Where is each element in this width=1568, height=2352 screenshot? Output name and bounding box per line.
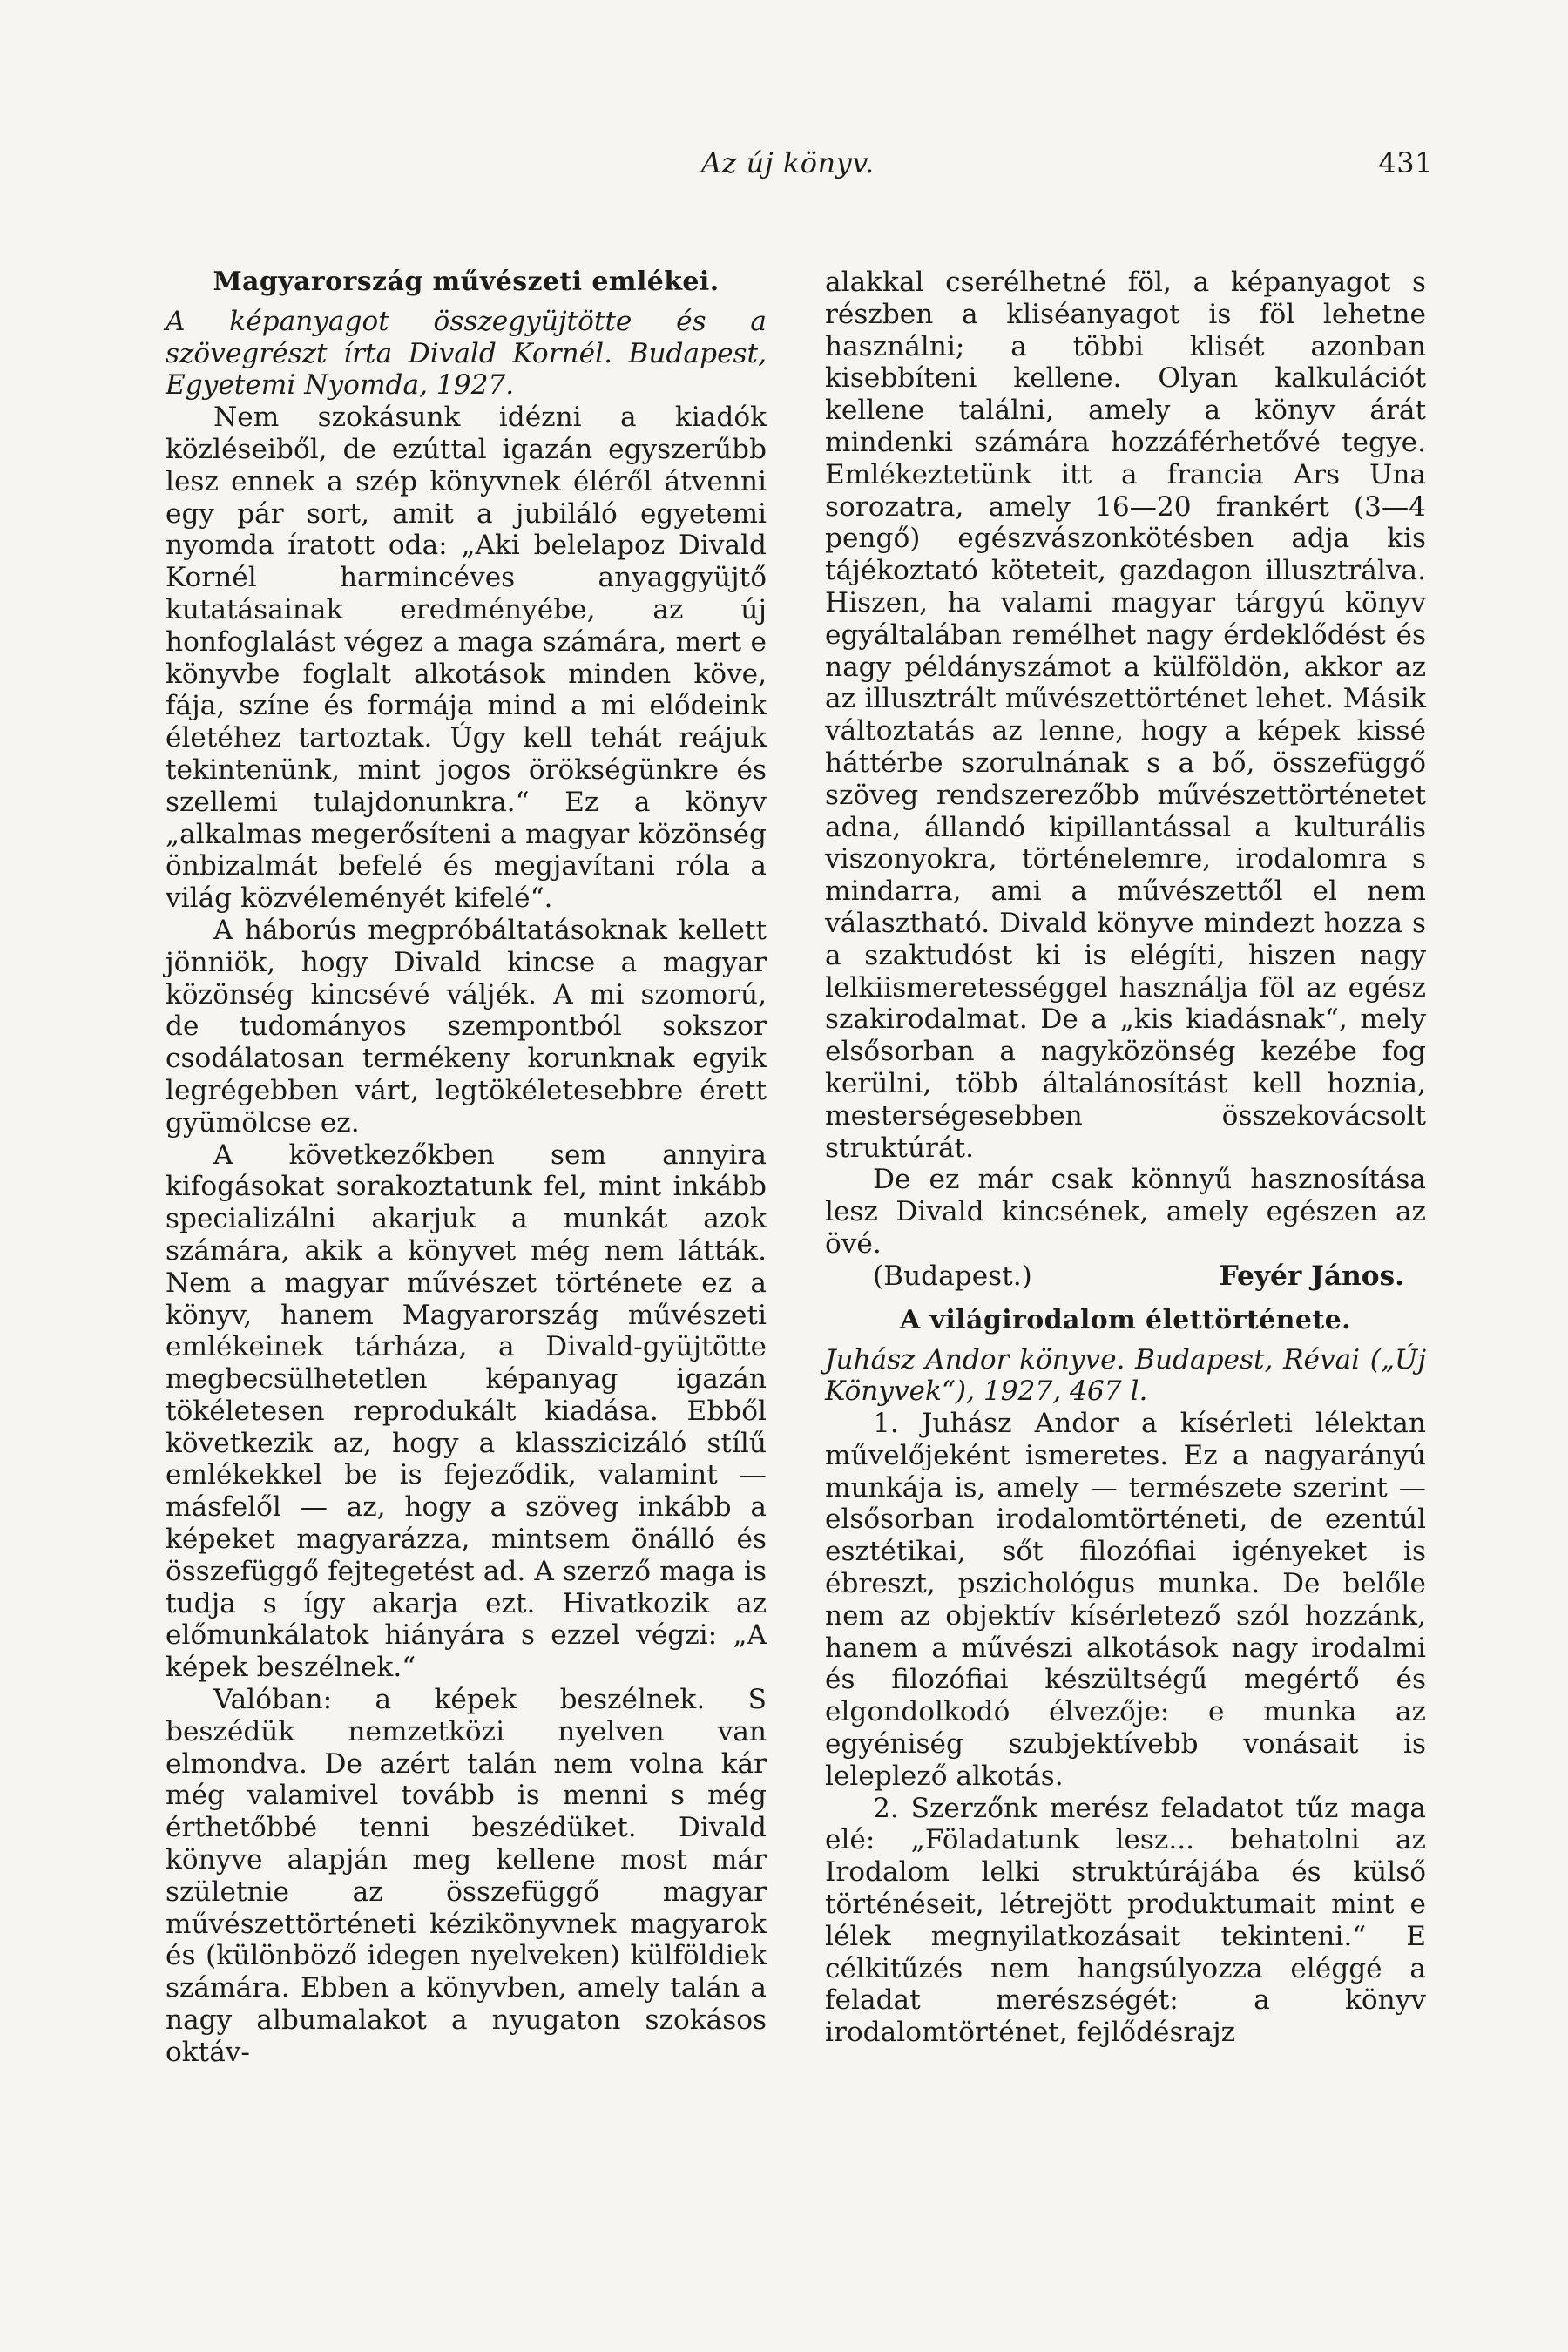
right-column — [825, 267, 1426, 2049]
review-paragraph: A következőkben sem annyira kifogásokat sorakoztatunk fel, mint inkább specializálni akarjuk a munkát azok számára, akik a könyvet még nem látták. Nem a magyar művészet története ez a könyv, hanem Magyarország művészeti emlékeinek tárháza, a Divald-gyüjtötte megbecsülhetetlen képanyag igazán tökéletesen reprodukált kiadása. Ebből következik az, hogy a klasszicizáló stílű emlékekkel be is fejeződik, valamint — másfelől — az, hogy a szöveg inkább a képeket magyarázza, mintsem önálló és összefüggő fejtegetést ad. A szerző maga is tudja s így akarja ezt. Hivatkozik az előmunkálatok hiányára s ezzel végzi: „A képek beszélnek.“ — [166, 1139, 767, 1684]
review-paragraph: alakkal cserélhetné föl, a képanyagot s részben a kliséanyagot is föl lehetne használni; a többi klisét azonban kisebbíteni kellene. Olyan kalkulációt kellene találni, amely a könyv árát mindenki számára hozzáférhetővé tegye. Emlékeztetünk itt a francia Ars Una sorozatra, amely 16—20 frankért (3—4 pengő) egészvászonkötésben adja kis tájékoztató köteteit, gazdagon illusztrálva. Hiszen, ha valami magyar tárgyú könyv egyáltalában remélhet nagy érdeklődést és nagy példányszámot a külföldön, akkor az az illusztrált művészettörténet lehet. Másik változtatás az lenne, hogy a képek kissé háttérbe szorulnának s a bő, összefüggő szöveg rendszerezőbb művészettörténetet adna, állandó kipillantással a kulturális viszonyokra, történelemre, irodalomra s mindarra, ami a művészettől el nem választható. Divald könyve mindezt hozza s a szaktudóst ki is elégíti, hiszen nagy lelkiismeretességgel használja föl az egész szakirodalmat. De a „kis kiadásnak“, mely elsősorban a nagyközönség kezébe fog kerülni, több általánosítást kell hoznia, mesterségesebben összekovácsolt struktúrát. — [825, 267, 1426, 1164]
review-signature — [825, 1260, 1426, 1293]
review-heading: Magyarország művészeti emlékei. — [213, 267, 720, 297]
review-paragraph: A háborús megpróbáltatásoknak kellett jönniök, hogy Divald kincse a magyar közönség kincsévé váljék. A mi szomorú, de tudományos szempontból sokszor csodálatosan termékeny korunknak egyik legrégebben várt, legtökéletesebbre érett gyümölcse ez. — [166, 914, 767, 1139]
review-paragraph: De ez már csak könnyű hasznosítása lesz Divald kincsének, amely egészen az övé. — [825, 1164, 1426, 1260]
review-paragraph: Nem szokásunk idézni a kiadók közléseiből, de ezúttal igazán egyszerűbb lesz ennek a szép könyvnek éléről átvenni egy pár sort, amit a jubiláló egyetemi nyomda íratott oda: „Aki belelapoz Divald Kornél harmincéves anyaggyüjtő kutatásainak eredményébe, az új honfoglalást végez a maga számára, mert e könyvbe foglalt alkotások minden köve, fája, színe és formája mind a mi elődeink életéhez tartoztak. Úgy kell tehát reájuk tekintenünk, mint jogos örökségünkre és szellemi tulajdonunkra.“ Ez a könyv „alkalmas megerősíteni a magyar közönség önbizalmát befelé és megjavítani róla a világ közvéleményét kifelé“. — [166, 402, 767, 915]
review-paragraph: 2. Szerzőnk merész feladatot tűz maga elé: „Föladatunk lesz... behatolni az Irodalom lelki struktúrájába és külső történéseit, létrejött produktumait mint e lélek megnyilatkozásait tekinteni.“ E célkitűzés nem hangsúlyozza eléggé a feladat merészségét: a könyv irodalomtörténet, fejlődésrajz — [825, 1792, 1426, 2049]
review-heading: A világirodalom élettörténete. — [900, 1304, 1351, 1335]
page-number: 431 — [1378, 146, 1433, 179]
signature-author: Feyér János. — [1219, 1260, 1404, 1292]
review-paragraph: 1. Juhász Andor a kísérleti lélektan művelőjeként ismeretes. Ez a nagyarányú munkája is, amely — természete szerint — elsősorban irodalomtörténeti, de ezentúl esztétikai, sőt filozófiai igényeket is ébreszt, pszichológus munka. De belőle nem az objektív kísérletező szól hozzánk, hanem a művészi alkotások nagy irodalmi és filozófiai készültségű megértő és elgondolkodó élvezője: e munka az egyéniség szubjektívebb vonásait is leleplező alkotás. — [825, 1408, 1426, 1792]
signature-place: (Budapest.) — [873, 1260, 1032, 1292]
book-reference: A képanyagot összegyüjtötte és a szövegrészt írta Divald Kornél. Budapest, Egyetemi Nyomda, 1927. — [166, 305, 767, 402]
review-paragraph: Valóban: a képek beszélnek. S beszédük nemzetközi nyelven van elmondva. De azért talán nem volna kár még valamivel tovább is menni s még érthetőbbé tenni beszédüket. Divald könyve alapján meg kellene most már születnie az összefüggő magyar művészettörténeti kézikönyvnek magyarok és (különböző idegen nyelveken) külföldiek számára. Ebben a könyvben, amely talán a nagy albumalakot a nyugaton szokásos oktáv- — [166, 1684, 767, 2068]
running-head-title: Az új könyv. — [701, 146, 875, 179]
left-column — [166, 267, 767, 2069]
book-reference: Juhász Andor könyve. Budapest, Révai („Új Könyvek“), 1927, 467 l. — [825, 1343, 1426, 1408]
